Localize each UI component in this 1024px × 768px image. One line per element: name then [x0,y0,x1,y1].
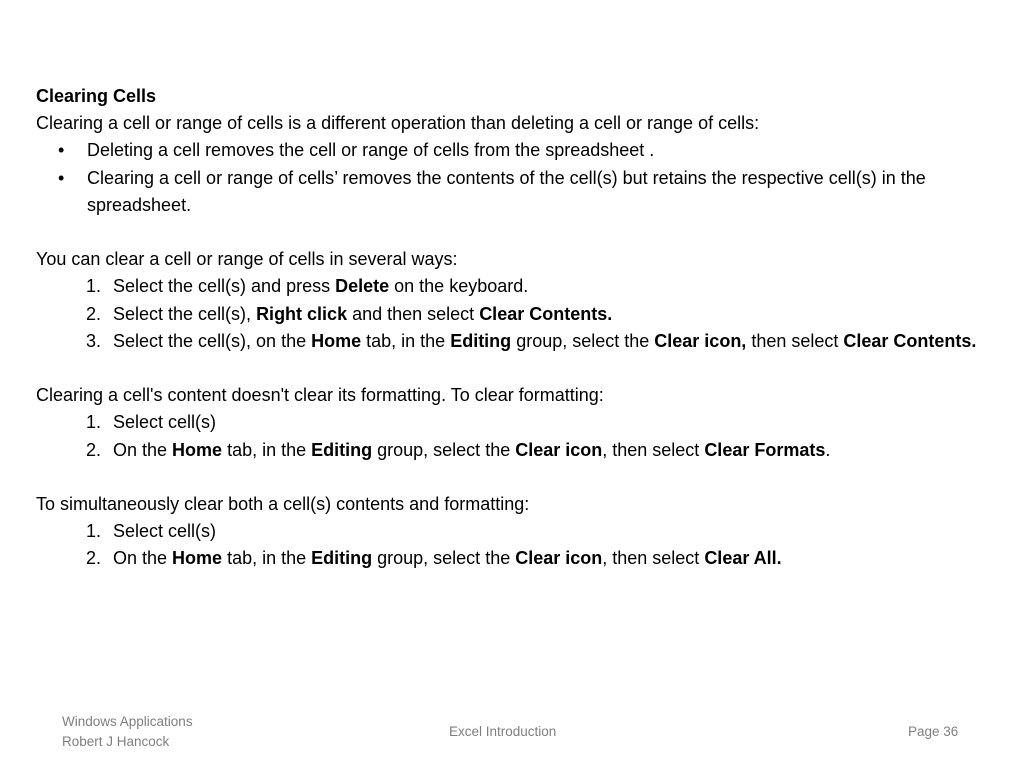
list-item [36,545,1006,572]
list-item [36,137,1006,164]
list-item [36,328,1006,355]
text-run: tab, in the [222,439,312,460]
bold-term: Clear icon, [654,330,747,351]
bold-term: Editing [311,439,373,460]
spacer [36,219,1006,246]
list-item [36,273,1006,300]
section-title: Clearing a cell's content doesn't clear its formatting. To clear formatting: [36,385,604,406]
list-item [36,409,1006,436]
text-run: On the [113,548,173,569]
page-number: Page 36 [908,724,959,739]
step-number: 2. [86,439,102,460]
bullet-icon: • [58,140,65,161]
step-text [113,440,830,460]
slide-body [36,83,1006,573]
text-run: . [825,439,831,460]
bold-term: Clear Formats [704,439,826,460]
text-run: and then select [347,303,480,324]
section-title: You can clear a cell or range of cells in several ways: [36,249,458,270]
footer-title: Excel Introduction [449,724,557,739]
bold-term: Editing [450,330,512,351]
bold-term: Home [172,548,223,569]
step-text: Select cell(s) [113,521,217,542]
slide-heading: Clearing Cells [36,86,157,106]
steps-list [36,273,1006,355]
bold-term: Delete [335,276,390,297]
intro-text: Clearing a cell or range of cells is a different operation than deleting a cell or range of cells: [36,113,760,134]
bold-term: Right click [256,303,348,324]
step-number: 3. [86,330,102,351]
step-number: 2. [86,548,102,569]
text-run: Select the cell(s), on the [113,330,312,351]
bold-term: Clear Contents. [843,330,977,351]
footer-course: Windows Applications [62,714,193,729]
step-number: 2. [86,303,102,324]
text-run: tab, in the [361,330,451,351]
bold-term: Clear Contents. [479,303,613,324]
text-run: Select the cell(s) and press [113,276,336,297]
text-run: group, select the [372,439,516,460]
bold-term: Clear icon [515,439,603,460]
bold-term: Clear icon [515,548,603,569]
text-run: on the keyboard. [389,276,529,297]
step-text: Select cell(s) [113,412,217,433]
bullet-text: Deleting a cell removes the cell or range of cells from the spreadsheet . [87,140,655,161]
steps-list [36,409,1006,463]
list-item [36,518,1006,545]
steps-list [36,518,1006,572]
text-run: tab, in the [222,548,312,569]
step-text [113,276,528,296]
bullet-icon: • [58,167,65,188]
text-run: Select the cell(s), [113,303,257,324]
section-title: To simultaneously clear both a cell(s) contents and formatting: [36,494,530,514]
bold-term: Home [172,439,223,460]
text-run: , then select [602,548,705,569]
bullet-list [36,137,1006,219]
bold-term: Home [311,330,362,351]
bold-term: Editing [311,548,373,569]
footer-author [62,712,193,752]
text-run: then select [746,330,844,351]
step-text [113,304,612,324]
list-item [36,301,1006,328]
text-run: , then select [602,439,705,460]
step-text [113,331,976,351]
spacer [36,355,1006,382]
step-number: 1. [86,276,102,297]
list-item [36,165,1006,219]
list-item [36,437,1006,464]
step-number: 1. [86,521,102,542]
spacer [36,464,1006,491]
text-run: group, select the [372,548,516,569]
bold-term: Clear All. [704,548,782,569]
text-run: group, select the [511,330,655,351]
bullet-text: Clearing a cell or range of cells’ removes the contents of the cell(s) but retains the respective cell(s) in the spreadsheet. [87,167,926,215]
step-number: 1. [86,412,102,433]
text-run: On the [113,439,173,460]
step-text [113,548,782,568]
footer-author-name: Robert J Hancock [62,734,170,749]
